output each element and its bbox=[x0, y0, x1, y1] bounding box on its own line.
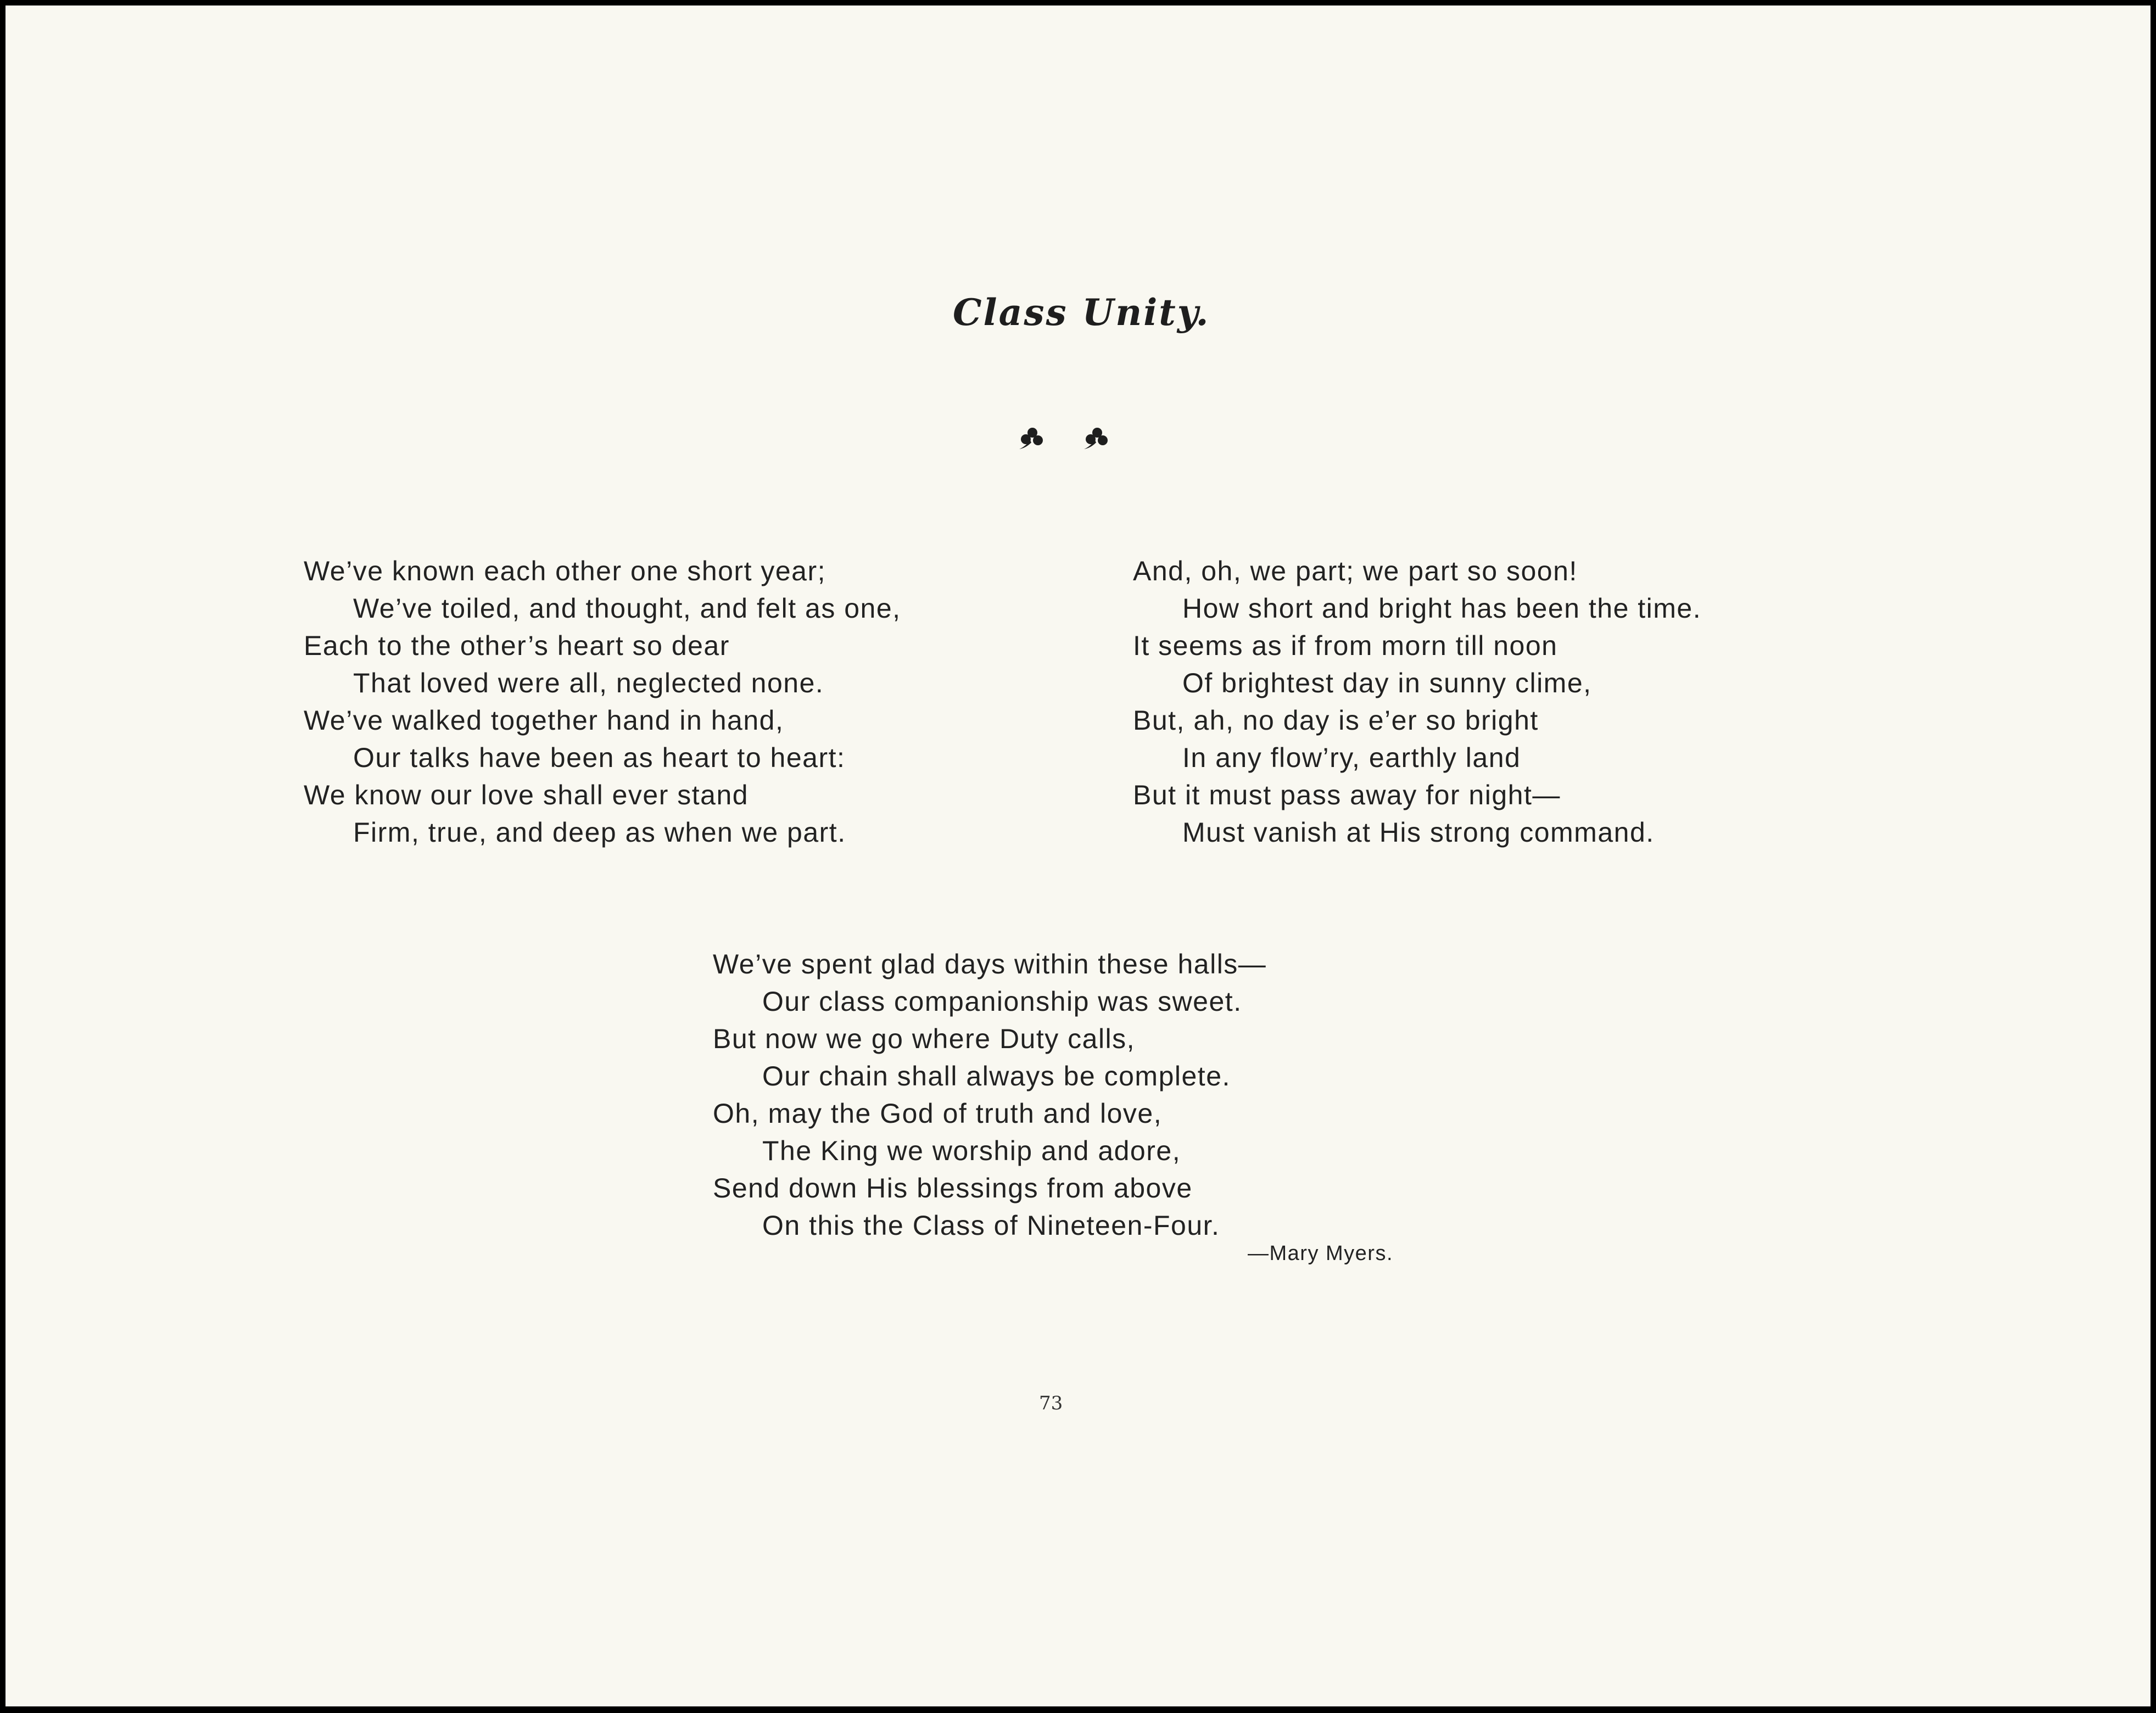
author-attribution: —Mary Myers. bbox=[1248, 1242, 1393, 1265]
poem-line: But, ah, no day is e’er so bright bbox=[1133, 705, 1539, 736]
poem-line: Our chain shall always be complete. bbox=[762, 1061, 1231, 1091]
poem-line: On this the Class of Nineteen-Four. bbox=[762, 1210, 1220, 1241]
poem-line: How short and bright has been the time. bbox=[1182, 593, 1702, 624]
poem-line: Oh, may the God of truth and love, bbox=[713, 1098, 1163, 1129]
poem-line: Our talks have been as heart to heart: bbox=[353, 742, 846, 773]
poem-line: But now we go where Duty calls, bbox=[713, 1023, 1136, 1054]
poem-line: We’ve spent glad days within these halls— bbox=[713, 949, 1267, 979]
clover-leaf-ornament-icon bbox=[1015, 423, 1048, 456]
poem-line: We’ve known each other one short year; bbox=[304, 556, 826, 586]
page-number: 73 bbox=[1039, 1392, 1063, 1414]
stanza-1 bbox=[304, 552, 901, 851]
poem-line: We’ve toiled, and thought, and felt as one, bbox=[353, 593, 901, 624]
stanza-3 bbox=[713, 945, 1266, 1244]
poem-line: Send down His blessings from above bbox=[713, 1173, 1193, 1203]
poem-line: Our class companionship was sweet. bbox=[762, 986, 1242, 1017]
poem-line: We know our love shall ever stand bbox=[304, 780, 749, 810]
stanza-2 bbox=[1133, 552, 1701, 851]
poem-line: That loved were all, neglected none. bbox=[353, 668, 824, 698]
poem-line: But it must pass away for night— bbox=[1133, 780, 1561, 810]
poem-line: Must vanish at His strong command. bbox=[1182, 817, 1655, 848]
poem-line: We’ve walked together hand in hand, bbox=[304, 705, 784, 736]
poem-line: Firm, true, and deep as when we part. bbox=[353, 817, 846, 848]
poem-line: It seems as if from morn till noon bbox=[1133, 630, 1558, 661]
poem-line: In any flow’ry, earthly land bbox=[1182, 742, 1521, 773]
poem-line: The King we worship and adore, bbox=[762, 1135, 1181, 1166]
poem-line: Each to the other’s heart so dear bbox=[304, 630, 730, 661]
document-page bbox=[5, 5, 2151, 1706]
poem-line: Of brightest day in sunny clime, bbox=[1182, 668, 1592, 698]
title-ornaments bbox=[1015, 423, 1114, 461]
clover-leaf-ornament-icon bbox=[1080, 423, 1113, 456]
poem-title: Class Unity. bbox=[953, 291, 1210, 334]
poem-line: And, oh, we part; we part so soon! bbox=[1133, 556, 1578, 586]
